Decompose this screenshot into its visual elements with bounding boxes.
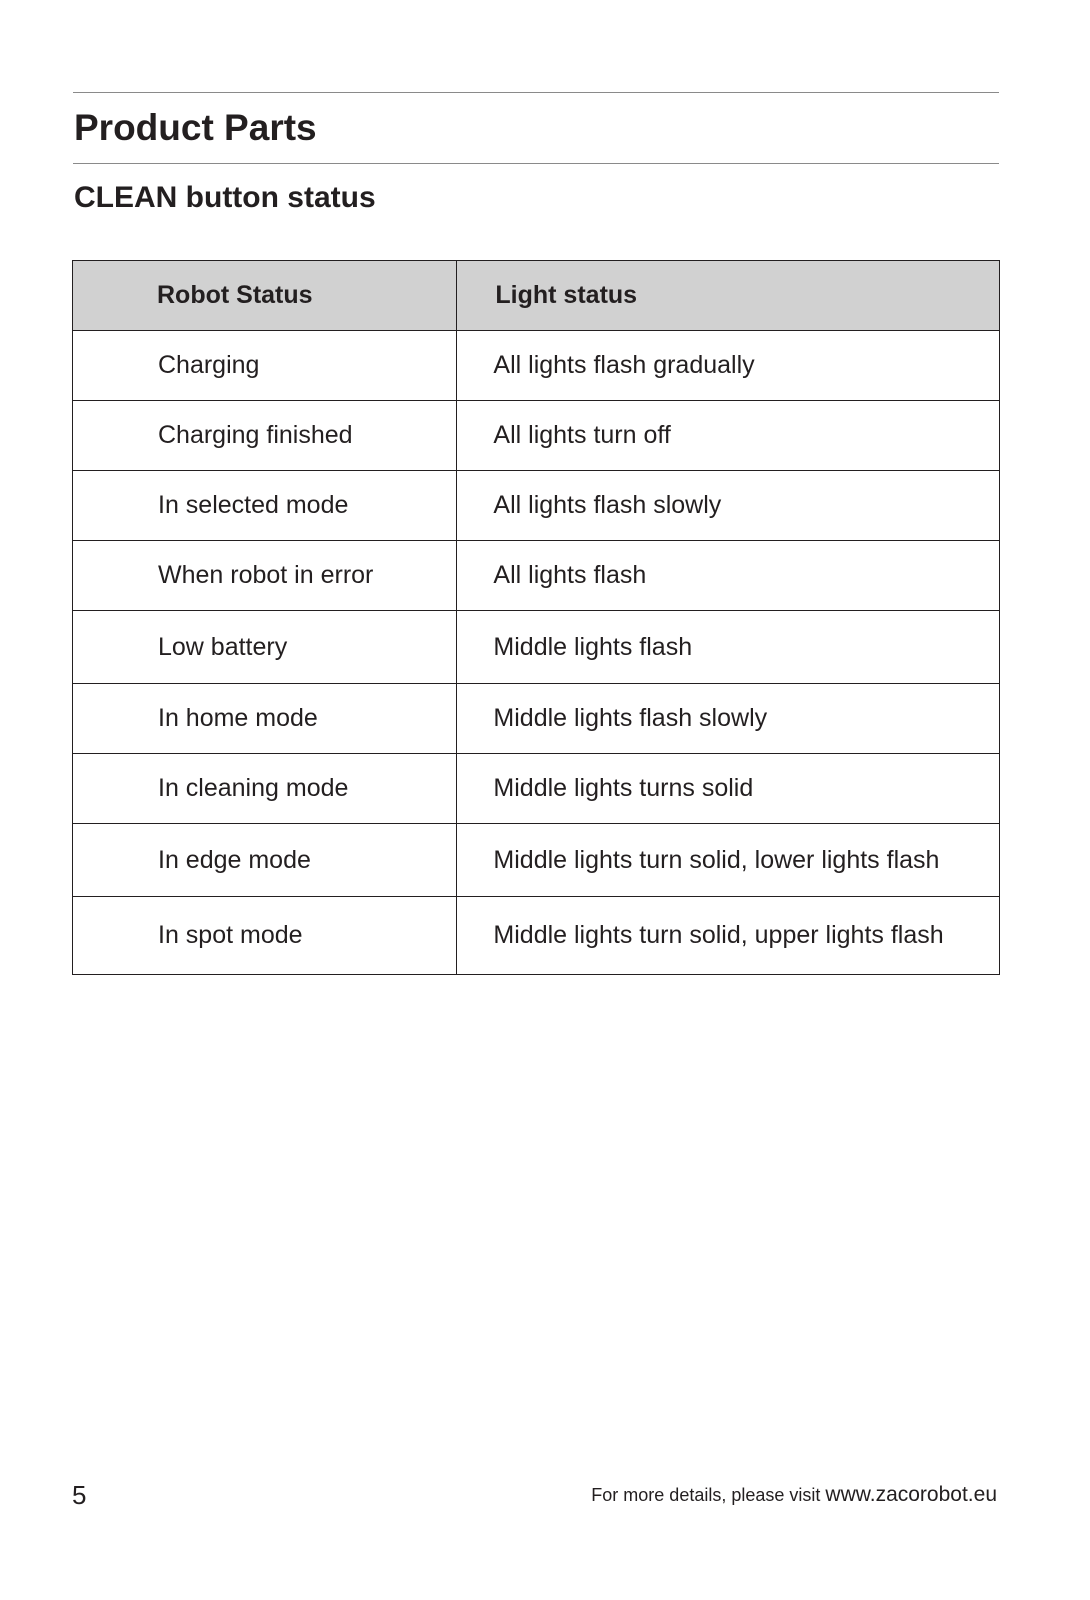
table-row: [73, 541, 1000, 611]
robot-status-cell: Low battery: [73, 611, 457, 684]
table-row: [73, 754, 1000, 824]
light-status-cell: All lights flash: [457, 541, 1000, 611]
table-row: [73, 824, 1000, 897]
header-robot-status: Robot Status: [73, 261, 457, 331]
table-row: [73, 611, 1000, 684]
robot-status-cell: In cleaning mode: [73, 754, 457, 824]
table-row: [73, 331, 1000, 401]
table-header-row: [73, 261, 1000, 331]
robot-status-cell: Charging finished: [73, 401, 457, 471]
robot-status-cell: In edge mode: [73, 824, 457, 897]
light-status-cell: Middle lights flash slowly: [457, 684, 1000, 754]
light-status-cell: All lights flash gradually: [457, 331, 1000, 401]
header-light-status: Light status: [457, 261, 1000, 331]
section-title: CLEAN button status: [74, 181, 376, 214]
footer-note: [591, 1484, 997, 1506]
light-status-cell: All lights flash slowly: [457, 471, 1000, 541]
robot-status-cell: Charging: [73, 331, 457, 401]
light-status-cell: Middle lights turns solid: [457, 754, 1000, 824]
table-row: [73, 471, 1000, 541]
robot-status-cell: In spot mode: [73, 897, 457, 975]
light-status-cell: All lights turn off: [457, 401, 1000, 471]
title-rule: [73, 163, 999, 164]
clean-button-status-table: [72, 260, 1000, 975]
top-rule: [73, 92, 999, 93]
table-row: [73, 401, 1000, 471]
robot-status-cell: When robot in error: [73, 541, 457, 611]
light-status-cell: Middle lights flash: [457, 611, 1000, 684]
table-row: [73, 897, 1000, 975]
robot-status-cell: In home mode: [73, 684, 457, 754]
light-status-cell: Middle lights turn solid, lower lights flash: [457, 824, 1000, 897]
robot-status-cell: In selected mode: [73, 471, 457, 541]
page-number: 5: [72, 1480, 87, 1510]
page-title: Product Parts: [74, 107, 317, 148]
table-row: [73, 684, 1000, 754]
footer-url-link[interactable]: www.zacorobot.eu: [825, 1483, 997, 1506]
footer-text: For more details, please visit: [591, 1485, 821, 1505]
light-status-cell: Middle lights turn solid, upper lights flash: [457, 897, 1000, 975]
